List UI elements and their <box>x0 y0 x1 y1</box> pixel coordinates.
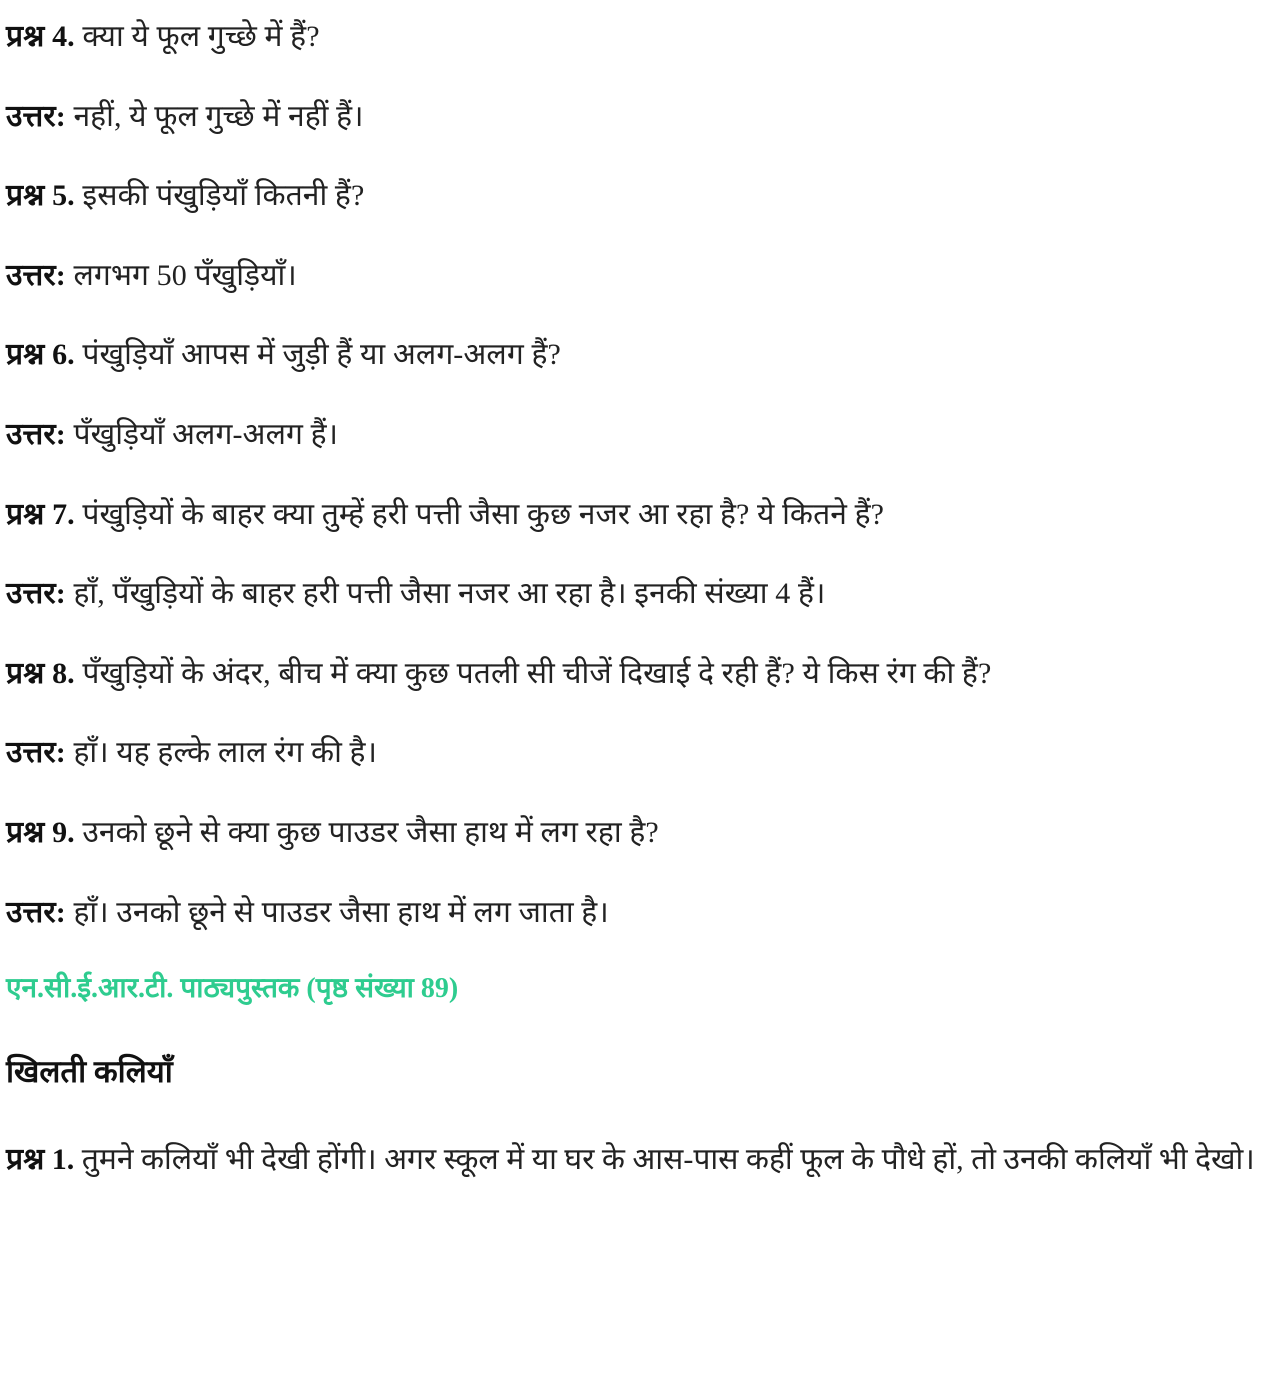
qa-item-9 <box>6 810 1270 935</box>
question-label: प्रश्न 1. <box>6 1143 82 1177</box>
section-heading: खिलती कलियाँ <box>6 1053 173 1089</box>
question-line <box>6 651 1270 697</box>
question-text: इसकी पंखुड़ियाँ कितनी हैं? <box>82 179 365 213</box>
question-text: क्या ये फूल गुच्छे में हैं? <box>82 20 320 53</box>
answer-line <box>6 730 1270 776</box>
answer-label: उत्तर: <box>6 99 74 133</box>
answer-label: उत्तर: <box>6 736 74 770</box>
question-label: प्रश्न 7. <box>6 497 83 531</box>
closing-question-line <box>6 1137 1270 1183</box>
answer-label: उत्तर: <box>6 417 74 451</box>
answer-label: उत्तर: <box>6 895 74 929</box>
answer-line <box>6 253 1270 299</box>
textbook-page-reference: एन.सी.ई.आर.टी. पाठ्यपुस्तक (पृष्ठ संख्या 89) <box>6 973 459 1005</box>
qa-item-8 <box>6 651 1270 776</box>
answer-line <box>6 571 1270 617</box>
question-line <box>6 492 1270 538</box>
question-text: पंखुड़ियों के बाहर क्या तुम्हें हरी पत्ती जैसा कुछ नजर आ रहा है? ये कितने हैं? <box>82 497 885 531</box>
answer-label: उत्तर: <box>6 577 74 611</box>
qa-item-6 <box>6 332 1270 457</box>
question-label: प्रश्न 5. <box>6 179 83 213</box>
answer-text: लगभग 50 पँखुड़ियाँ। <box>73 258 297 292</box>
answer-text: नहीं, ये फूल गुच्छे में नहीं हैं। <box>73 99 364 133</box>
question-text: उनको छूने से क्या कुछ पाउडर जैसा हाथ में लग रहा है? <box>82 815 659 849</box>
question-label: प्रश्न 4. <box>6 20 83 53</box>
qa-item-4 <box>6 14 1270 139</box>
answer-line <box>6 890 1270 936</box>
answer-text: हाँ। यह हल्के लाल रंग की है। <box>73 736 378 770</box>
question-label: प्रश्न 9. <box>6 815 83 849</box>
answer-label: उत्तर: <box>6 258 74 292</box>
answer-text: पँखुड़ियाँ अलग-अलग हैं। <box>73 417 339 451</box>
question-label: प्रश्न 6. <box>6 338 83 372</box>
qa-item-7 <box>6 492 1270 617</box>
question-line <box>6 332 1270 378</box>
answer-text: हाँ। उनको छूने से पाउडर जैसा हाथ में लग जाता है। <box>73 895 609 929</box>
answer-line <box>6 412 1270 458</box>
question-text: पँखुड़ियों के अंदर, बीच में क्या कुछ पतली सी चीजें दिखाई दे रही हैं? ये किस रंग की हैं? <box>82 656 992 690</box>
question-text: पंखुड़ियाँ आपस में जुड़ी हैं या अलग-अलग हैं? <box>82 338 561 372</box>
question-line <box>6 810 1270 856</box>
answer-text: हाँ, पँखुड़ियों के बाहर हरी पत्ती जैसा नजर आ रहा है। इनकी संख्या 4 हैं। <box>73 577 826 611</box>
question-text: तुमने कलियाँ भी देखी होंगी। अगर स्कूल में या घर के आस-पास कहीं फूल के पौधे हों, तो उनकी कलियाँ भी देखो। <box>81 1143 1255 1177</box>
answer-line <box>6 94 1270 140</box>
question-line <box>6 14 1270 60</box>
question-label: प्रश्न 8. <box>6 656 83 690</box>
qa-item-5 <box>6 173 1270 298</box>
question-line <box>6 173 1270 219</box>
